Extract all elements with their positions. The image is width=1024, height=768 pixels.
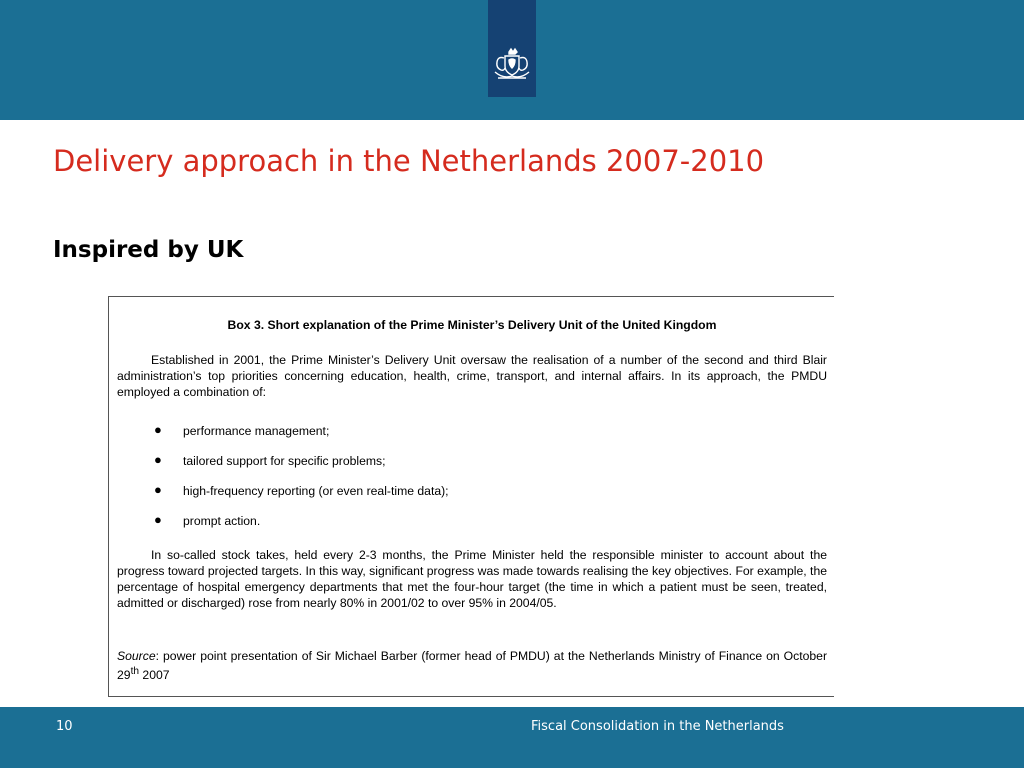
source-label: Source [117,649,156,663]
box-source [117,648,827,683]
bullet-text: performance management; [183,424,330,438]
page-number: 10 [56,719,73,734]
bullet-text: prompt action. [183,514,261,528]
slide-subtitle: Inspired by UK [53,237,244,263]
footer-title: Fiscal Consolidation in the Netherlands [531,719,784,734]
paragraph-1-text: Established in 2001, the Prime Minister’s Delivery Unit oversaw the realisation of a number of the second and third Blair administration’s top priorities concerning education, health, crime, transport, and internal affairs. In its approach, the PMDU employed a combination of: [117,353,827,399]
paragraph-2-text: In so-called stock takes, held every 2-3 months, the Prime Minister held the responsible minister to account about the progress toward projected targets. In this way, significant progress was made towards realising the key objectives. For example, the percentage of hospital emergency departments that met the four-hour target (the time in which a patient must be seen, treated, admitted or discharged) rose from nearly 80% in 2001/02 to over 95% in 2004/05. [117,548,827,610]
source-year: 2007 [139,668,170,683]
slide-title: Delivery approach in the Netherlands 2007-2010 [53,144,765,178]
bullet-icon: ● [154,452,162,467]
footer-bar [0,707,1024,768]
bullet-text: high-frequency reporting (or even real-time data); [183,484,449,498]
bullet-icon: ● [154,422,162,437]
bullet-icon: ● [154,482,162,497]
source-superscript: th [130,666,140,677]
source-text: : power point presentation of Sir Michael Barber (former head of PMDU) at the Netherlands Ministry of Finance on October 29 [117,649,827,683]
bullet-icon: ● [154,512,162,527]
quote-box [108,296,834,697]
government-logo [488,0,536,97]
box-title: Box 3. Short explanation of the Prime Minister’s Delivery Unit of the United Kingdom [227,318,717,332]
coat-of-arms-icon [488,46,536,92]
box-paragraph-1 [117,352,827,400]
box-paragraph-2 [117,547,827,611]
bullet-text: tailored support for specific problems; [183,454,386,468]
